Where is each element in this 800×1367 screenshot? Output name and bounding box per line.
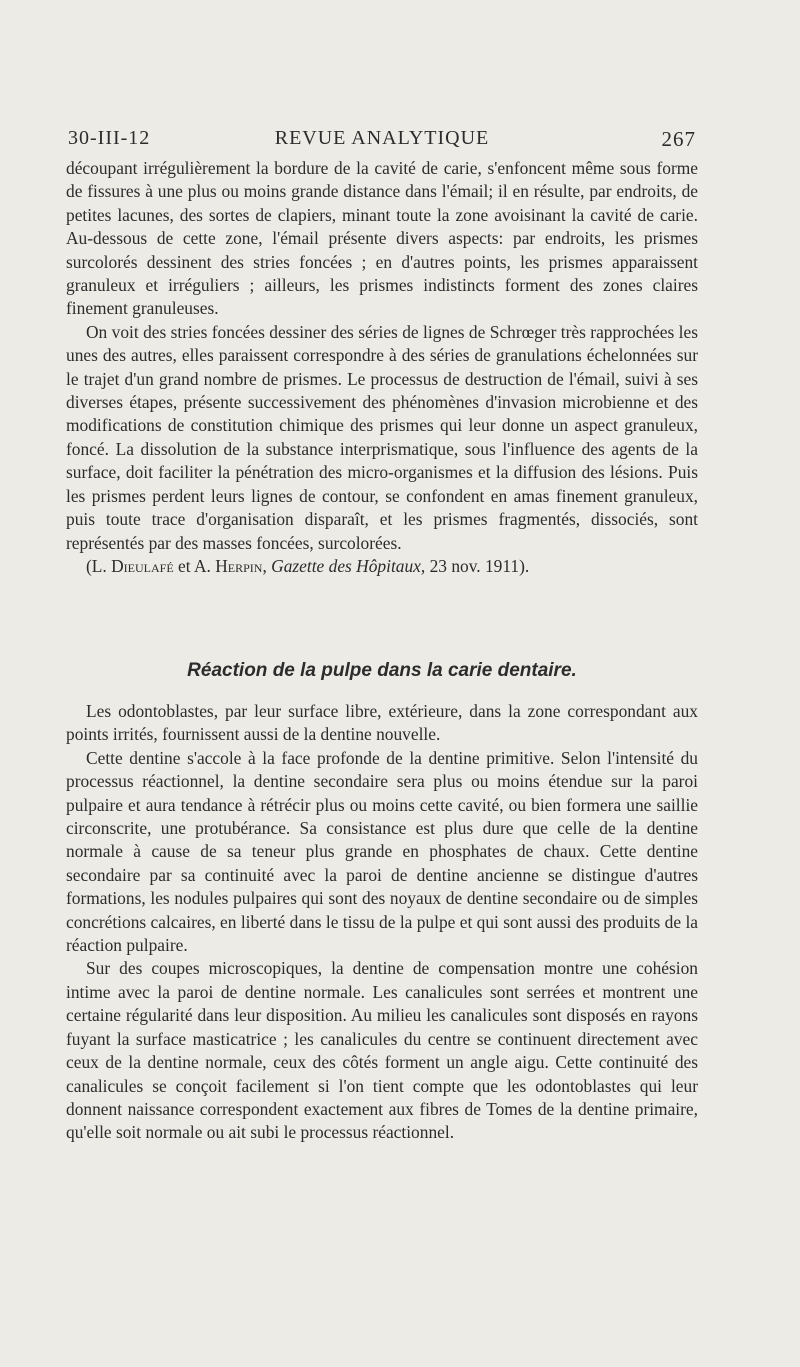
- citation-separator: ,: [262, 555, 272, 576]
- paragraph-enamel-lesions: découpant irrégulièrement la bordure de la cavité de carie, s'enfoncent même sous forme de fissures à une plus ou moins grande distance dans l'émail; il en résulte, par endroits, de petites lacunes, des sortes de clapiers, minant toute la zone avoisinant la cavité de carie. Au-dessous de cette zone, l'émail présente divers aspects: par endroits, les prismes surcolorés dessinent des stries foncées ; en d'autres points, les prismes apparaissent granuleux et irréguliers ; ailleurs, les prismes indistincts forment des zones claires finement granuleuses.: [66, 158, 698, 319]
- section-title: Réaction de la pulpe dans la carie dentaire.: [187, 660, 577, 681]
- citation: [66, 555, 698, 578]
- running-header: [68, 127, 696, 153]
- citation-date: 23 nov. 1911).: [425, 555, 530, 576]
- header-date: 30-III-12: [68, 127, 151, 149]
- citation-open: (: [86, 555, 92, 576]
- page-number: 267: [661, 127, 696, 151]
- section-body: [66, 700, 698, 1145]
- paragraph-schroeger-lines: On voit des stries foncées dessiner des séries de lignes de Schrœger très rapprochées les unes des autres, elles paraissent correspondre à des séries de granulations échelonnées sur le trajet d'un grand nombre de prismes. Le processus de destruction de l'émail, suivi à ses diverses étapes, présente successivement des phénomènes d'invasion microbienne et des modifications de constitution chimique des prismes qui leur donne un aspect granuleux, foncé. La dissolution de la substance interprismatique, sous l'influence des agents de la surface, doit faciliter la pénétration des micro-organismes et la diffusion des lésions. Puis les prismes perdent leurs lignes de contour, se confondent en amas finement granuleux, puis toute trace d'organisation disparaît, et les prismes fragmentés, dissociés, sont représentés par des masses foncées, surcolorées.: [66, 321, 698, 553]
- citation-author-1: L. Dieulafé: [91, 555, 174, 576]
- paragraph-secondary-dentine: Cette dentine s'accole à la face profonde de la dentine primitive. Selon l'intensité du processus réactionnel, la dentine secondaire sera plus ou moins étendue sur la paroi pulpaire et aura tendance à rétrécir plus ou moins cette cavité, ou bien formera une saillie circonscrite, une protubérance. Sa consistance est plus dure que celle de la dentine normale à cause de sa teneur plus grande en phosphates de chaux. Cette dentine secondaire par sa continuité avec la paroi de dentine ancienne se distingue d'autres formations, les nodules pulpaires qui sont des noyaux de dentine secondaire ou de simples concrétions calcaires, en liberté dans le tissu de la pulpe et qui sont aussi des produits de la réaction pulpaire.: [66, 747, 698, 956]
- journal-title: REVUE ANALYTIQUE: [274, 127, 490, 149]
- citation-journal: Gazette des Hôpitaux,: [271, 555, 426, 576]
- citation-and: et A.: [173, 555, 216, 576]
- article-continuation: [66, 157, 698, 578]
- citation-author-2: Herpin: [215, 555, 263, 576]
- paragraph-microscopic-sections: Sur des coupes microscopiques, la dentine de compensation montre une cohésion intime avec la paroi de dentine normale. Les canalicules sont serrées et montrent une certaine régularité dans leur disposition. Au milieu les canalicules sont disposés en rayons fuyant la surface masticatrice ; les canalicules du centre se continuent directement avec ceux de la dentine normale, ceux des côtés forment un angle aigu. Cette continuité des canalicules se conçoit facilement si l'on tient compte que les odontoblastes qui leur donnent naissance correspondent exactement aux fibres de Tomes de la dentine primaire, qu'elle soit normale ou ait subi le processus réactionnel.: [66, 958, 698, 1143]
- paragraph-odontoblasts: Les odontoblastes, par leur surface libre, extérieure, dans la zone correspondant aux points irrités, fournissent aussi de la dentine nouvelle.: [66, 701, 698, 745]
